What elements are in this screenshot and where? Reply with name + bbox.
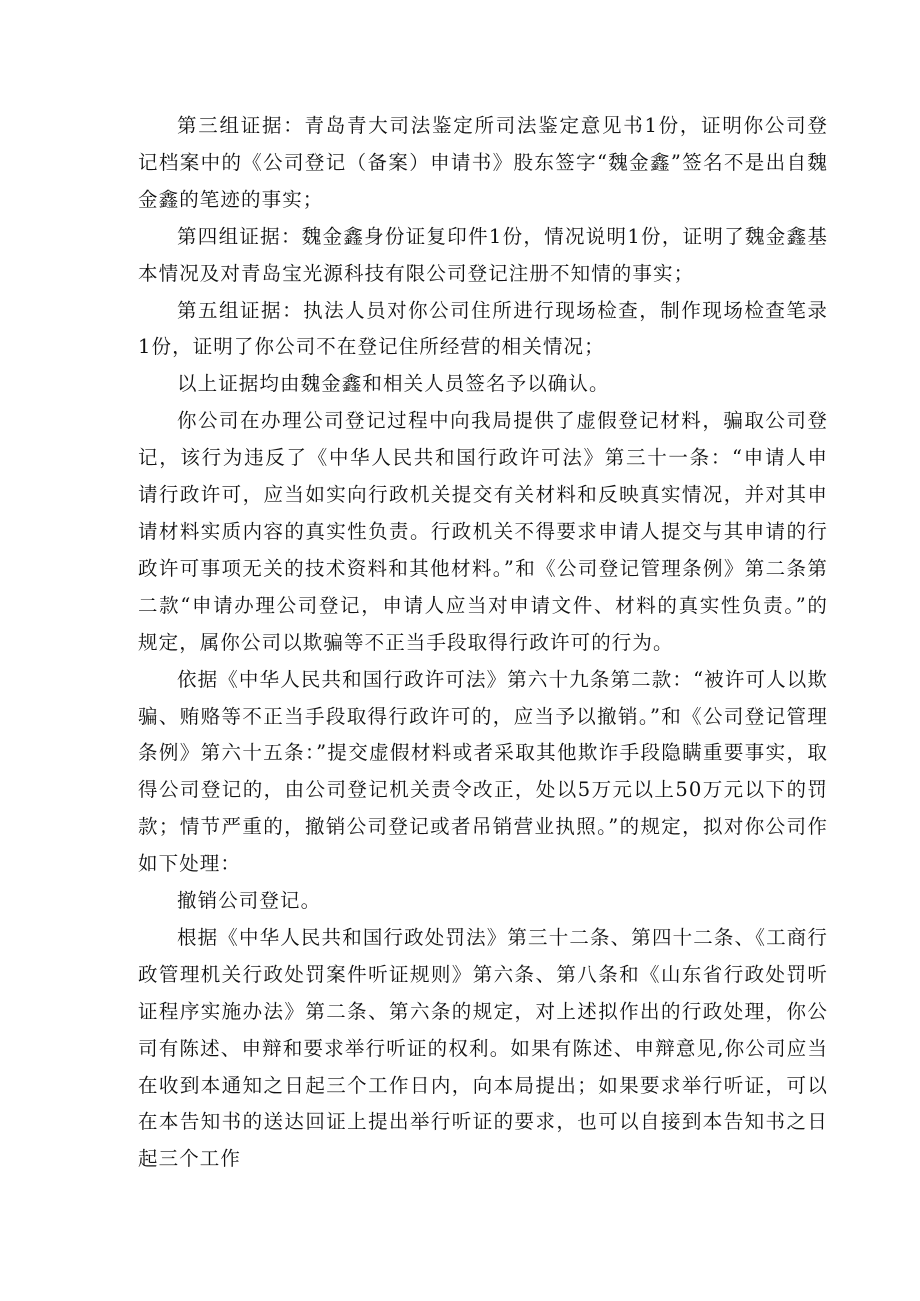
evidence-group-4-paragraph: 第四组证据：魏金鑫身份证复印件1份，情况说明1份，证明了魏金鑫基本情况及对青岛宝光源科技有限公司登记注册不知情的事实； <box>138 224 828 285</box>
hearing-rights-paragraph: 根据《中华人民共和国行政处罚法》第三十二条、第四十二条、《工商行政管理机关行政处罚案件听证规则》第六条、第八条和《山东省行政处罚听证程序实施办法》第二条、第六条的规定，对上述拟作出的行政处理，你公司有陈述、申辩和要求举行听证的权利。如果有陈述、申辩意见,你公司应当在收到本通知之日起三个工作日内，向本局提出；如果要求举行听证，可以在本告知书的送达回证上提出举行听证的要求，也可以自接到本告知书之日起三个工作 <box>138 925 828 1171</box>
violation-finding-paragraph: 你公司在办理公司登记过程中向我局提供了虚假登记材料，骗取公司登记，该行为违反了《中华人民共和国行政许可法》第三十一条：“申请人申请行政许可，应当如实向行政机关提交有关材料和反映真实情况，并对其申请材料实质内容的真实性负责。行政机关不得要求申请人提交与其申请的行政许可事项无关的技术资料和其他材料。”和《公司登记管理条例》第二条第二款“申请办理公司登记，申请人应当对申请文件、材料的真实性负责。”的规定，属你公司以欺骗等不正当手段取得行政许可的行为。 <box>138 409 828 654</box>
legal-basis-paragraph: 依据《中华人民共和国行政许可法》第六十九条第二款：“被许可人以欺骗、贿赂等不正当手段取得行政许可的，应当予以撤销。”和《公司登记管理条例》第六十五条：”提交虚假材料或者采取其他欺诈手段隐瞒重要事实，取得公司登记的，由公司登记机关责令改正，处以5万元以上50万元以下的罚款；情节严重的，撤销公司登记或者吊销营业执照。”的规定，拟对你公司作如下处理： <box>138 667 828 876</box>
proposed-action-paragraph: 撤销公司登记。 <box>177 889 322 913</box>
evidence-confirmation-paragraph: 以上证据均由魏金鑫和相关人员签名予以确认。 <box>177 372 610 396</box>
evidence-group-5-paragraph: 第五组证据：执法人员对你公司住所进行现场检查，制作现场检查笔录1份，证明了你公司不在登记住所经营的相关情况； <box>138 298 828 359</box>
evidence-group-3-paragraph: 第三组证据：青岛青大司法鉴定所司法鉴定意见书1份，证明你公司登记档案中的《公司登记（备案）申请书》股东签字“魏金鑫”签名不是出自魏金鑫的笔迹的事实； <box>138 114 828 211</box>
